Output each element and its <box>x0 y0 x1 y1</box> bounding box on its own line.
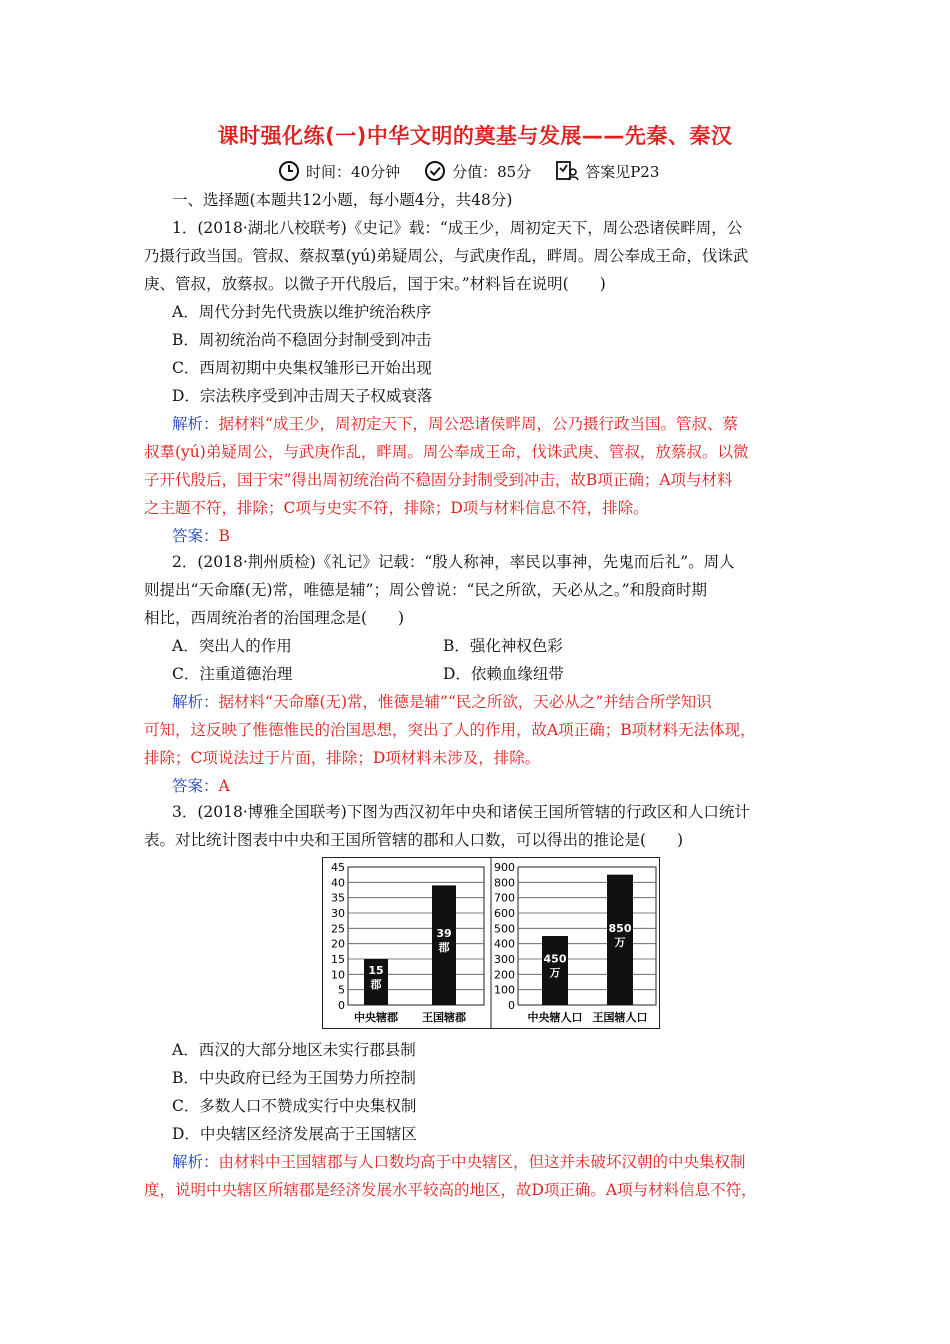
answer-sheet-icon <box>555 160 579 182</box>
y-tick-label: 200 <box>494 968 515 982</box>
q2-option-a: A．突出人的作用 <box>172 637 292 655</box>
y-tick-label: 900 <box>494 861 515 874</box>
statistics-chart <box>322 857 660 1029</box>
plot-area <box>518 867 656 1005</box>
y-tick-label: 40 <box>331 876 345 890</box>
analysis-label: 解析： <box>172 1153 219 1171</box>
analysis-text: 据材料“天命靡(无)常，惟德是辅”“民之所欲，天必从之”并结合所学知识 <box>218 693 712 711</box>
q2-analysis-line: 排除；C项说法过于片面，排除；D项材料未涉及，排除。 <box>144 749 541 767</box>
x-category-label: 王国辖郡 <box>422 1011 466 1024</box>
q2-option-c: C．注重道德治理 <box>172 665 293 683</box>
analysis-text: 由材料中王国辖郡与人口数均高于中央辖区，但这并未破坏汉朝的中央集权制 <box>218 1153 746 1171</box>
score-info <box>424 160 531 182</box>
q1-option-b: B．周初统治尚不稳固分封制受到冲击 <box>172 331 432 349</box>
x-category-label: 中央辖郡 <box>354 1011 398 1024</box>
q1-option-c: C．西周初期中央集权雏形已开始出现 <box>172 359 432 377</box>
q3-option-d: D．中央辖区经济发展高于王国辖区 <box>172 1125 417 1143</box>
y-tick-label: 500 <box>494 922 515 936</box>
x-category-label: 王国辖人口 <box>592 1011 648 1024</box>
time-info <box>278 160 400 182</box>
analysis-label: 解析： <box>172 693 219 711</box>
y-tick-label: 20 <box>331 937 345 951</box>
bar-data-label: 15 <box>368 964 384 977</box>
meta-row <box>278 160 683 182</box>
q1-option-a: A．周代分封先代贵族以维护统治秩序 <box>172 303 432 321</box>
document-title: 课时强化练(一)中华文明的奠基与发展——先秦、秦汉 <box>217 124 733 148</box>
score-text: 分值：85分 <box>452 162 532 181</box>
x-category-label: 中央辖人口 <box>527 1011 583 1024</box>
y-tick-label: 15 <box>331 953 345 966</box>
q3-analysis <box>172 1152 746 1172</box>
y-tick-label: 5 <box>338 983 345 997</box>
y-tick-label: 30 <box>331 907 345 920</box>
y-tick-label: 700 <box>494 891 515 905</box>
answer-label: 答案： <box>172 777 219 795</box>
q1-analysis-line: 叔羣(yú)弟疑周公，与武庚作乱，畔周。周公奉成王命，伐诛武庚、管叔，放蔡叔。以微 <box>144 443 749 461</box>
section-heading: 一、选择题(本题共12小题，每小题4分，共48分) <box>172 191 513 209</box>
y-tick-label: 0 <box>338 999 345 1012</box>
y-tick-label: 35 <box>331 891 345 905</box>
q2-answer <box>172 776 230 796</box>
q1-answer <box>172 526 230 546</box>
bar-data-label: 850 <box>608 921 632 935</box>
answer-value: B <box>218 527 230 545</box>
q2-option-d: D．依赖血缘纽带 <box>443 665 564 683</box>
answer-label: 答案： <box>172 527 219 545</box>
bar-data-label: 万 <box>614 935 626 949</box>
time-text: 时间：40分钟 <box>306 162 401 181</box>
chart-left-counties <box>331 861 484 1024</box>
bar-data-label: 450 <box>543 952 567 966</box>
answer-value: A <box>218 777 230 795</box>
q3-line: 表。对比统计图表中中央和王国所管辖的郡和人口数，可以得出的推论是( ) <box>144 831 684 849</box>
q1-analysis <box>172 414 738 434</box>
q2-analysis-line: 可知，这反映了惟德惟民的治国思想，突出了人的作用，故A项正确；B项材料无法体现， <box>144 721 756 739</box>
answer-ref-text: 答案见P23 <box>585 162 660 181</box>
answer-ref-info <box>555 160 659 182</box>
analysis-text: 据材料“成王少，周初定天下，周公恐诸侯畔周，公乃摄行政当国。管叔、蔡 <box>218 415 738 433</box>
y-tick-label: 0 <box>508 999 515 1012</box>
q1-line: 1．(2018·湖北八校联考)《史记》载：“成王少，周初定天下，周公恐诸侯畔周，公 <box>172 219 743 237</box>
clock-icon <box>278 160 300 182</box>
bar-data-label: 郡 <box>370 978 382 991</box>
check-circle-icon <box>424 160 446 182</box>
bar-data-label: 万 <box>549 966 561 980</box>
y-tick-label: 800 <box>494 876 515 890</box>
q1-analysis-line: 之主题不符，排除；C项与史实不符，排除；D项与材料信息不符，排除。 <box>144 499 649 517</box>
y-tick-label: 45 <box>331 861 345 874</box>
y-tick-label: 10 <box>331 968 345 982</box>
q1-analysis-line: 子开代殷后，国于宋”得出周初统治尚不稳固分封制受到冲击，故B项正确；A项与材料 <box>144 471 733 489</box>
q2-option-b: B．强化神权色彩 <box>443 637 563 655</box>
q2-line: 则提出“天命靡(无)常，唯德是辅”；周公曾说：“民之所欲，天必从之。”和殷商时期 <box>144 581 708 599</box>
analysis-label: 解析： <box>172 415 219 433</box>
q1-line: 庚、管叔，放蔡叔。以微子开代殷后，国于宋。”材料旨在说明( ) <box>144 275 606 293</box>
q2-analysis <box>172 692 712 712</box>
q3-option-a: A．西汉的大部分地区未实行郡县制 <box>172 1041 416 1059</box>
q3-option-c: C．多数人口不赞成实行中央集权制 <box>172 1097 417 1115</box>
q2-line: 相比，西周统治者的治国理念是( ) <box>144 609 405 627</box>
q1-option-d: D．宗法秩序受到冲击周天子权威衰落 <box>172 387 433 405</box>
bar-data-label: 郡 <box>438 941 450 955</box>
y-tick-label: 300 <box>494 953 515 966</box>
chart-right-population <box>494 861 656 1024</box>
y-tick-label: 25 <box>331 922 345 936</box>
y-tick-label: 100 <box>494 983 515 997</box>
q3-option-b: B．中央政府已经为王国势力所控制 <box>172 1069 416 1087</box>
bar-data-label: 39 <box>436 927 452 941</box>
y-tick-label: 600 <box>494 907 515 920</box>
q1-line: 乃摄行政当国。管叔、蔡叔羣(yú)弟疑周公，与武庚作乱，畔周。周公奉成王命，伐诛武 <box>144 247 749 265</box>
q2-line: 2．(2018·荆州质检)《礼记》记载：“殷人称神，率民以事神，先鬼而后礼”。周人 <box>172 553 735 571</box>
q3-analysis-line: 度，说明中央辖区所辖郡是经济发展水平较高的地区，故D项正确。A项与材料信息不符， <box>144 1181 757 1199</box>
q3-line: 3．(2018·博雅全国联考)下图为西汉初年中央和诸侯王国所管辖的行政区和人口统计 <box>172 803 750 821</box>
y-tick-label: 400 <box>494 937 515 951</box>
